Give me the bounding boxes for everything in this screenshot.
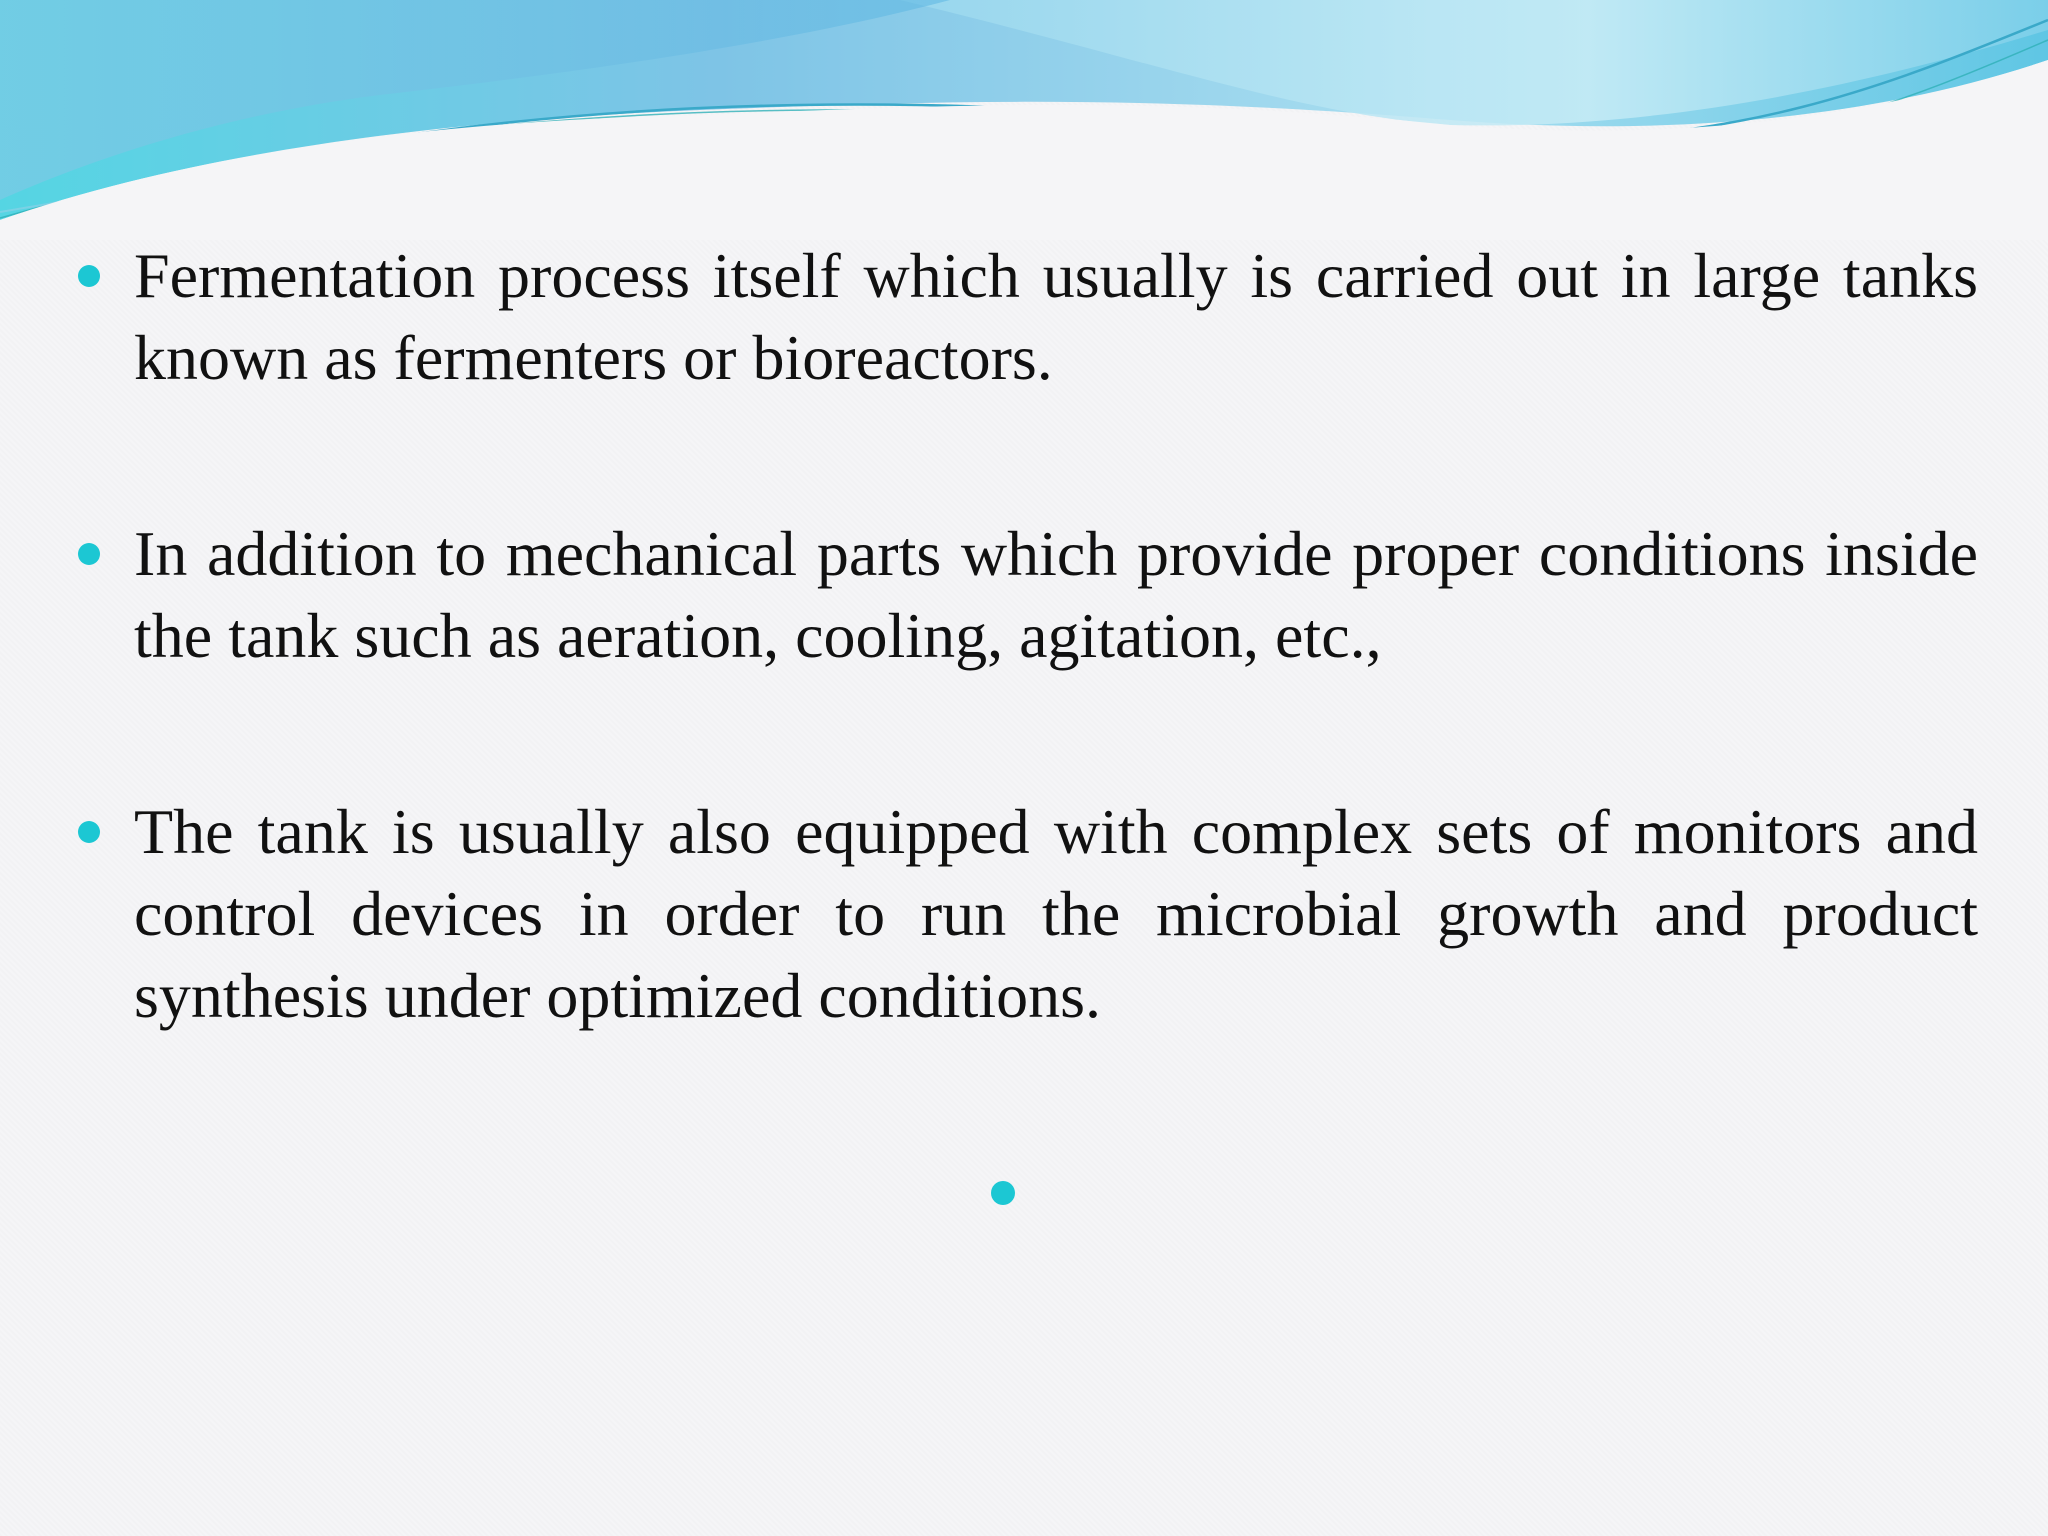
- bullet-item: [78, 235, 1978, 399]
- bullet-item: [78, 791, 1978, 1037]
- bullet-dot-icon: [78, 543, 100, 565]
- bullet-list: [78, 235, 1978, 1151]
- bullet-item: [78, 513, 1978, 677]
- bullet-dot-icon: [78, 265, 100, 287]
- bullet-dot-icon: [78, 821, 100, 843]
- empty-bullet-dot-icon: [991, 1181, 1015, 1205]
- bullet-text: Fermentation process itself which usually is carried out in large tanks known as fermenters or bioreactors.: [134, 240, 1978, 393]
- header-wave-decoration: [0, 0, 2048, 240]
- bullet-text: The tank is usually also equipped with complex sets of monitors and control devices in order to run the microbial growth and product synthesis under optimized conditions.: [134, 796, 1978, 1031]
- bullet-text: In addition to mechanical parts which provide proper conditions inside the tank such as aeration, cooling, agitation, etc.,: [134, 518, 1978, 671]
